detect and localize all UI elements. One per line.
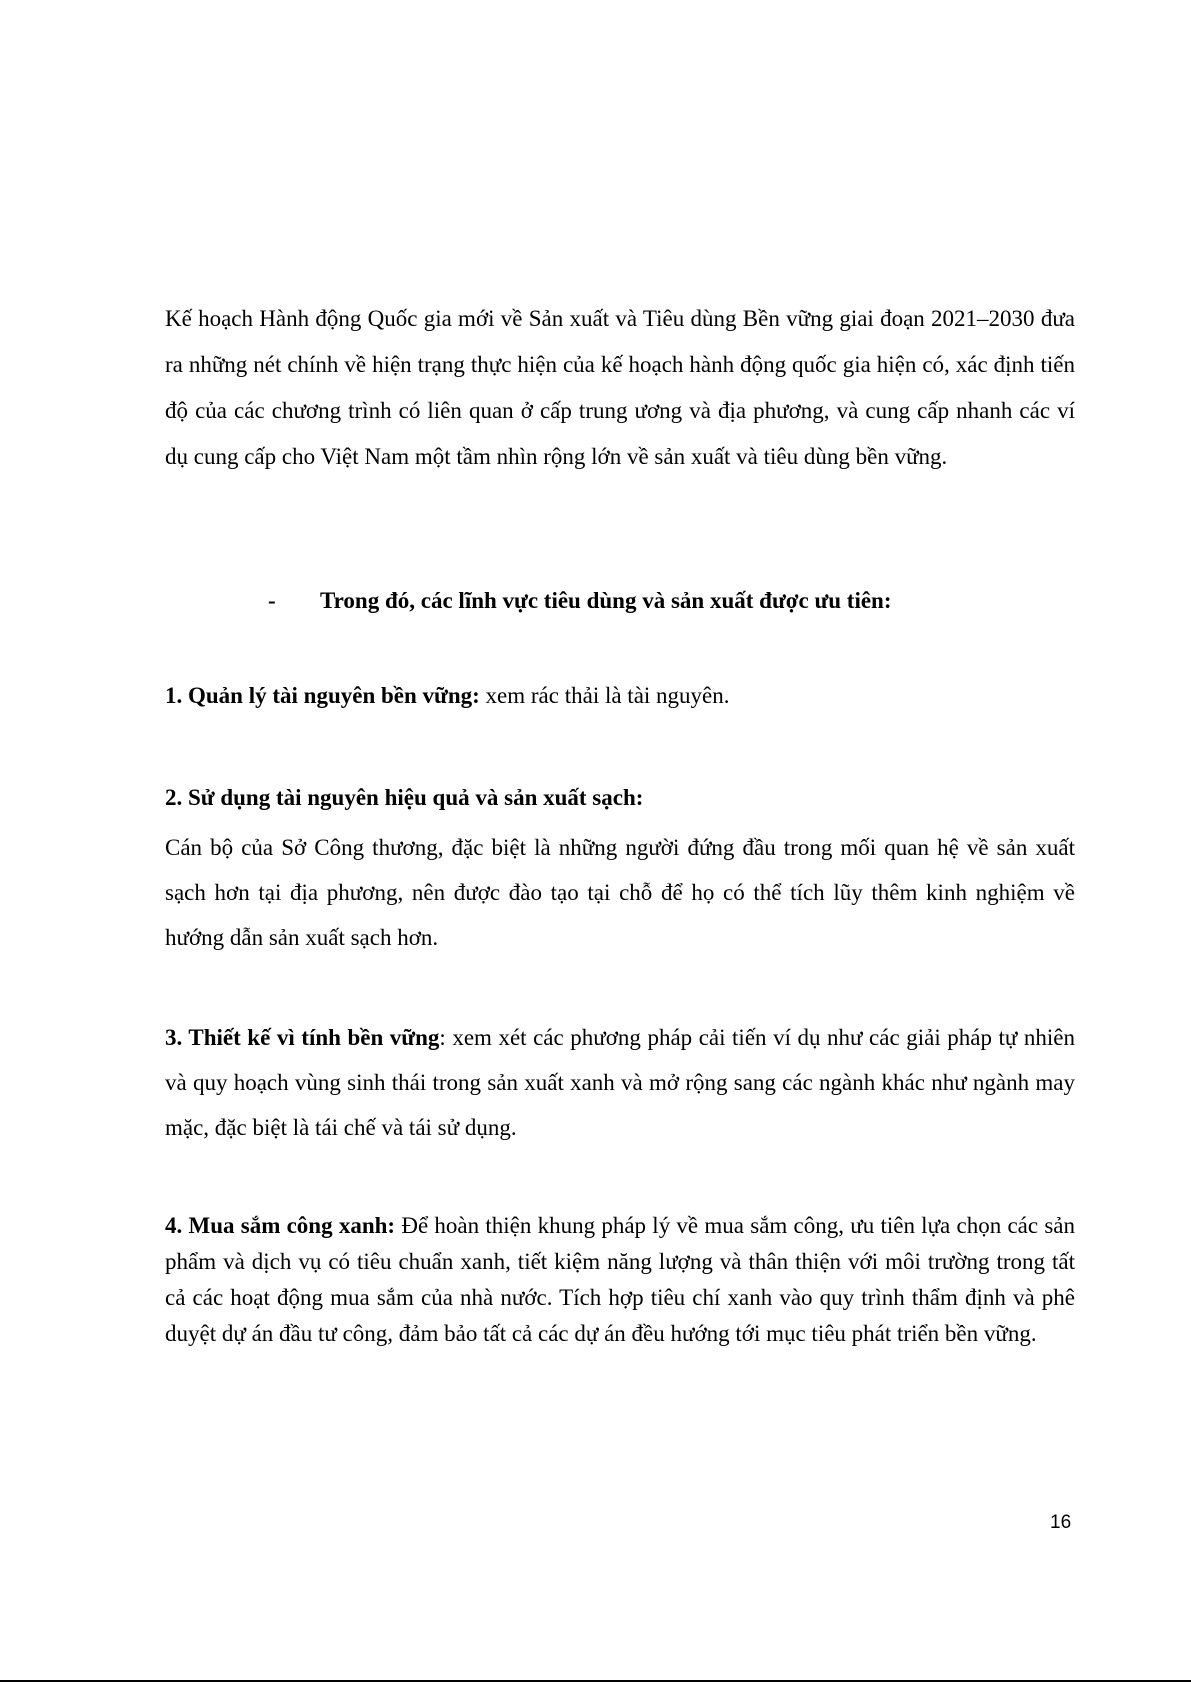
item-4-title: 4. Mua sắm công xanh: — [165, 1213, 396, 1238]
item-4 — [165, 1208, 1075, 1352]
priority-heading — [268, 583, 892, 619]
item-1-title: 1. Quản lý tài nguyên bền vững: — [165, 683, 480, 708]
item-3-title: 3. Thiết kế vì tính bền vững — [165, 1025, 440, 1050]
bullet-dash: - — [268, 588, 276, 613]
item-3 — [165, 1015, 1075, 1150]
item-1 — [165, 678, 1075, 714]
intro-paragraph: Kế hoạch Hành động Quốc gia mới về Sản xuất và Tiêu dùng Bền vững giai đoạn 2021–2030 đưa ra những nét chính về hiện trạng thực hiện của kế hoạch hành động quốc gia hiện có, xác định tiến độ của các chương trình có liên quan ở cấp trung ương và địa phương, và cung cấp nhanh các ví dụ cung cấp cho Việt Nam một tầm nhìn rộng lớn về sản xuất và tiêu dùng bền vững. — [165, 306, 1075, 469]
item-4-body: Để hoàn thiện khung pháp lý về mua sắm công, ưu tiên lựa chọn các sản phẩm và dịch vụ có tiêu chuẩn xanh, tiết kiệm năng lượng và thân thiện với môi trường trong tất cả các hoạt động mua sắm của nhà nước. Tích hợp tiêu chí xanh vào quy trình thẩm định và phê duyệt dự án đầu tư công, đảm bảo tất cả các dự án đều hướng tới mục tiêu phát triển bền vững. — [165, 1213, 1075, 1346]
item-2-title: 2. Sử dụng tài nguyên hiệu quả và sản xuất sạch: — [165, 785, 644, 810]
item-2-body: Cán bộ của Sở Công thương, đặc biệt là những người đứng đầu trong mối quan hệ về sản xuất sạch hơn tại địa phương, nên được đào tạo tại chỗ để họ có thể tích lũy thêm kinh nghiệm về hướng dẫn sản xuất sạch hơn. — [165, 835, 1075, 950]
bottom-rule — [0, 1680, 1191, 1682]
item-1-body: xem rác thải là tài nguyên. — [479, 683, 730, 708]
priority-heading-text: Trong đó, các lĩnh vực tiêu dùng và sản xuất được ưu tiên: — [320, 588, 892, 613]
page-number: 16 — [1050, 1512, 1072, 1533]
item-3-body: : xem xét các phương pháp cải tiến ví dụ như các giải pháp tự nhiên và quy hoạch vùng sinh thái trong sản xuất xanh và mở rộng sang các ngành khác như ngành may mặc, đặc biệt là tái chế và tái sử dụng. — [165, 1025, 1075, 1140]
